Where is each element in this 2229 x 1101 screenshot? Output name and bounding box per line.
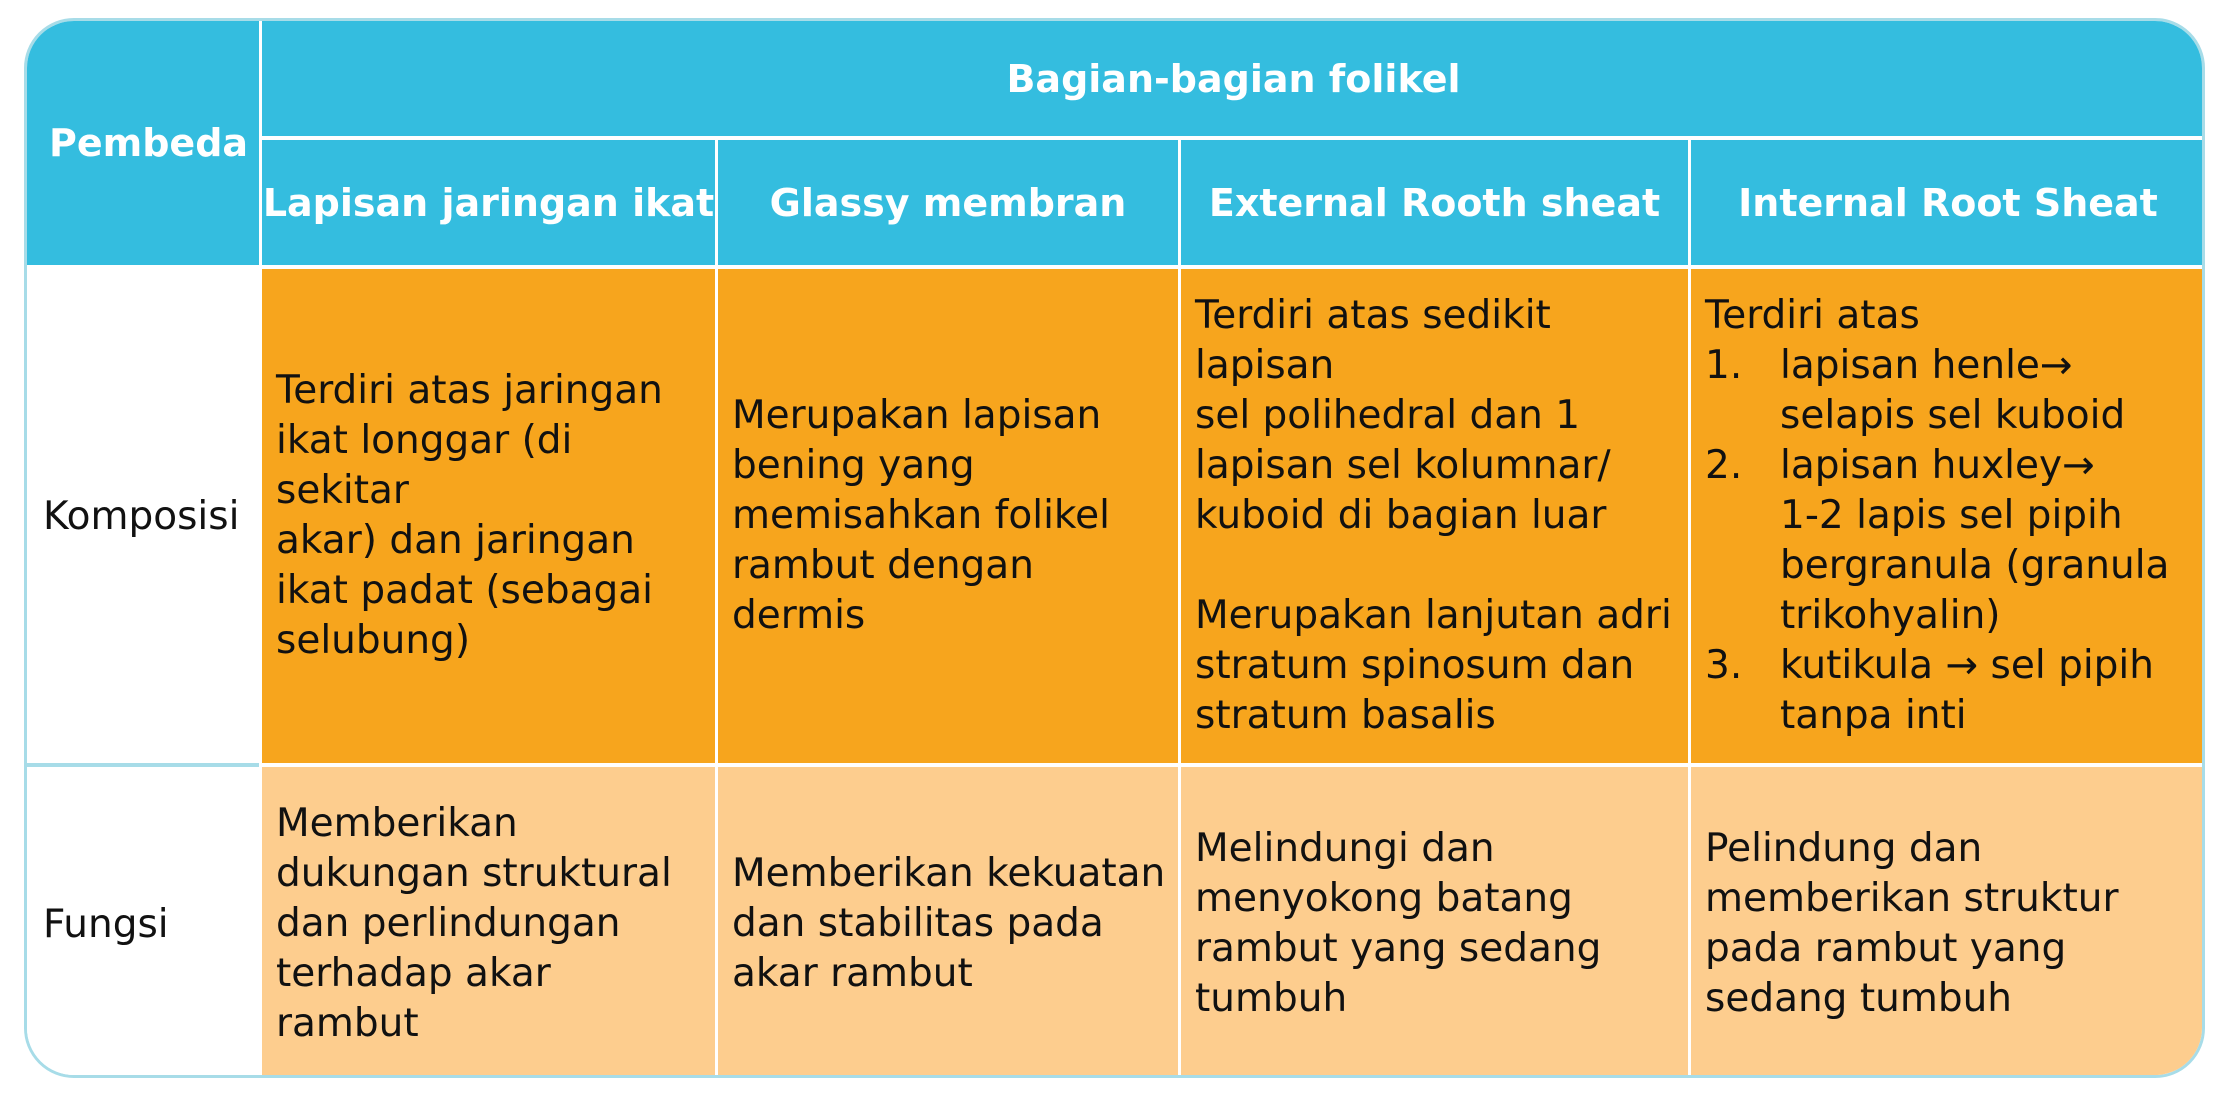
column-header-label: Glassy membran (769, 180, 1127, 225)
column-header-lapisan-jaringan-ikat (262, 140, 715, 265)
cell-text: Terdiri atas sedikit lapisan sel polihedral dan 1 lapisan sel kolumnar/ kuboid di bagian luar (1195, 293, 1611, 538)
cell-text: Terdiri atas jaringan ikat longgar (di sekitar akar) dan jaringan ikat padat (sebagai selubung) (276, 368, 663, 663)
list-text: lapisan huxley→ 1-2 lapis sel pipih bergranula (granula trikohyalin) (1780, 443, 2170, 638)
column-header-label: External Rooth sheat (1208, 180, 1661, 225)
cell-text: Memberikan dukungan struktural dan perlindungan terhadap akar rambut (276, 801, 672, 1046)
cell-text: Terdiri atas (1705, 293, 1920, 338)
column-header-glassy-membran (718, 140, 1178, 265)
column-header-internal-root-sheath (1691, 140, 2205, 265)
komposisi-external-root-sheath (1181, 269, 1688, 763)
row-label-komposisi (27, 269, 259, 763)
composition-list (1705, 341, 2169, 741)
list-text: kutikula → sel pipih tanpa inti (1780, 643, 2154, 738)
cell-text: Melindungi dan menyokong batang rambut yang sedang tumbuh (1195, 826, 1602, 1021)
komposisi-glassy-membran (718, 269, 1178, 763)
cell-text: Pelindung dan memberikan struktur pada rambut yang sedang tumbuh (1705, 826, 2119, 1021)
list-number: 2. (1705, 443, 1743, 488)
list-text: lapisan henle→ selapis sel kuboid (1780, 343, 2126, 438)
list-number: 3. (1705, 643, 1743, 688)
fungsi-glassy-membran (718, 767, 1178, 1078)
folikel-table (24, 18, 2205, 1078)
row-label-text: Komposisi (43, 493, 240, 539)
column-header-label: Lapisan jaringan ikat (262, 180, 715, 225)
fungsi-lapisan-jaringan-ikat (262, 767, 715, 1078)
komposisi-internal-root-sheath (1691, 269, 2205, 763)
list-item (1705, 341, 2169, 441)
row-label-text: Fungsi (43, 901, 169, 947)
cell-text: Memberikan kekuatan dan stabilitas pada akar rambut (732, 851, 1166, 996)
komposisi-lapisan-jaringan-ikat (262, 269, 715, 763)
cell-text: Merupakan lanjutan adri stratum spinosum dan stratum basalis (1195, 593, 1672, 738)
row-label-fungsi (27, 767, 259, 1078)
fungsi-internal-root-sheath (1691, 767, 2205, 1078)
column-header-external-root-sheath (1181, 140, 1688, 265)
column-header-label: Internal Root Sheat (1738, 180, 2158, 225)
group-header (262, 21, 2205, 136)
list-item (1705, 641, 2169, 741)
pembeda-header-label: Pembeda (49, 121, 249, 165)
cell-text: Merupakan lapisan bening yang memisahkan folikel rambut dengan dermis (732, 393, 1110, 638)
pembeda-header (27, 21, 259, 265)
fungsi-external-root-sheath (1181, 767, 1688, 1078)
group-header-label: Bagian-bagian folikel (1006, 56, 1461, 101)
list-number: 1. (1705, 343, 1743, 388)
list-item (1705, 441, 2169, 641)
